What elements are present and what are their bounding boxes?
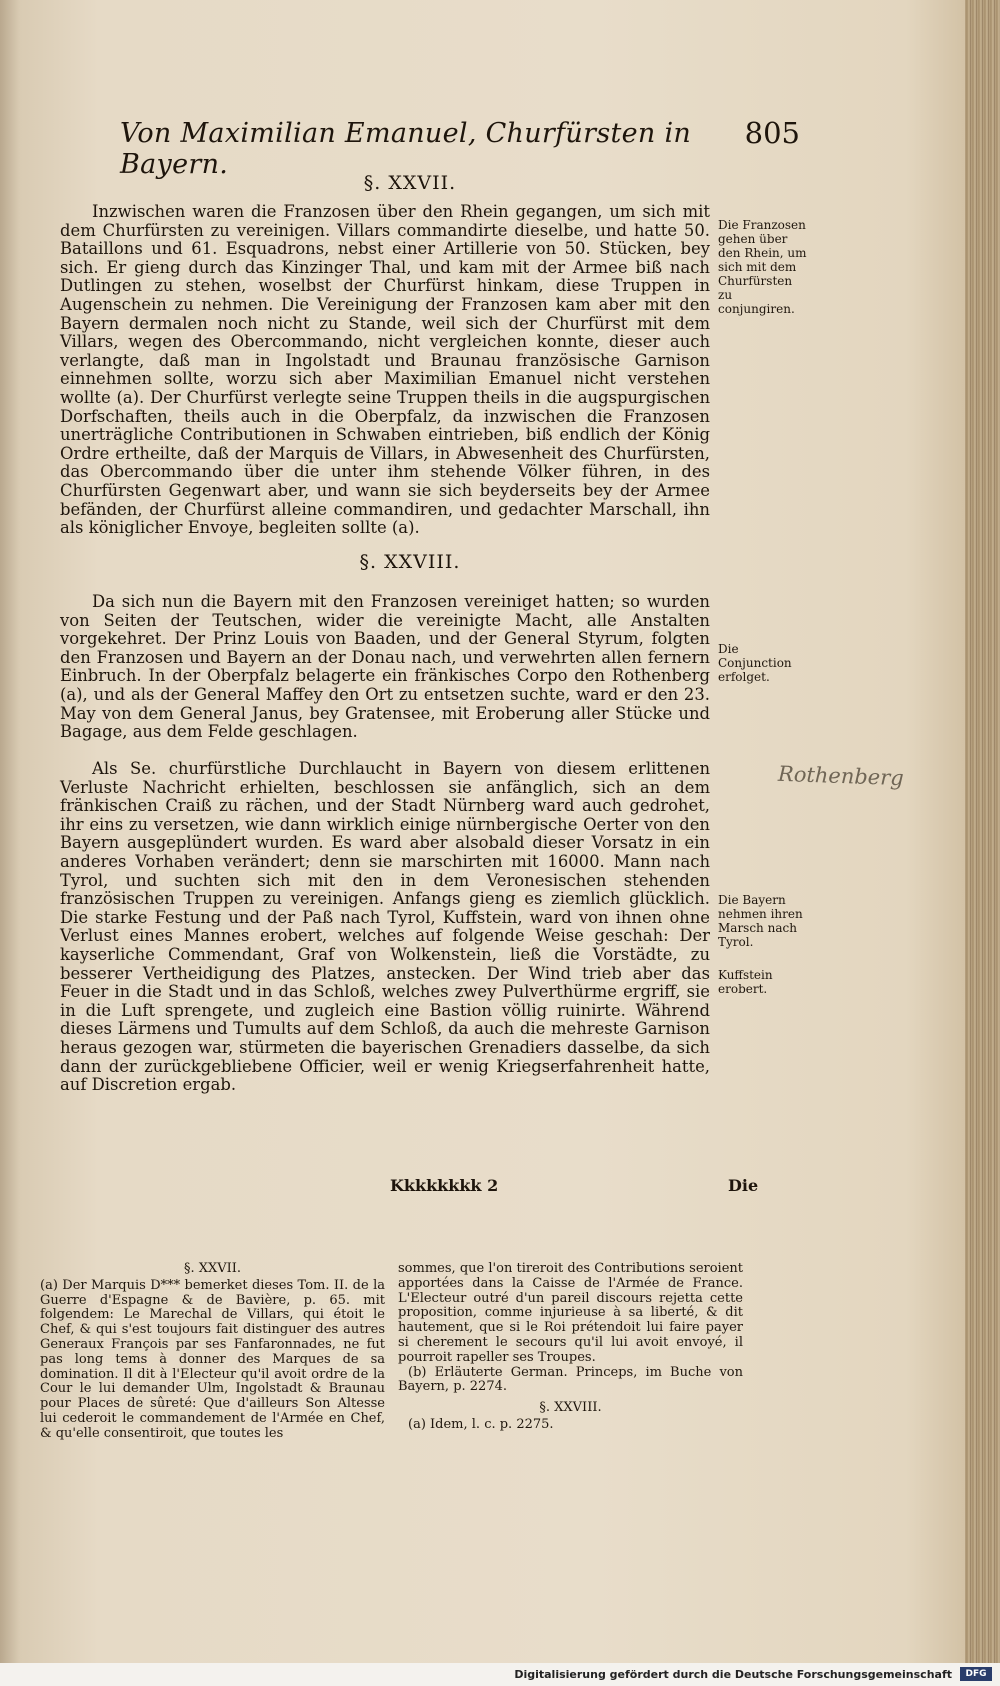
footnote-b: (b) Erläuterte German. Princeps, im Buche von Bayern, p. 2274. bbox=[398, 1364, 743, 1395]
section-heading-xxvii: §. XXVII. bbox=[363, 172, 457, 194]
section-xxviii-body-2 bbox=[60, 760, 710, 1095]
catchword: Die bbox=[728, 1176, 759, 1195]
margin-note-kuffstein: Kuffstein erobert. bbox=[718, 968, 773, 996]
footnote-heading: §. XXVIII. bbox=[539, 1400, 602, 1416]
margin-note-conjunction: Die Conjunction erfolget. bbox=[718, 642, 792, 684]
section-heading-xxviii: §. XXVIII. bbox=[359, 551, 461, 573]
signature-mark: Kkkkkkkk 2 bbox=[390, 1176, 499, 1195]
section-xxvii-body bbox=[60, 203, 710, 538]
section-xxviii-body-1 bbox=[60, 593, 710, 742]
paragraph: Inzwischen waren die Franzosen über den Rhein gegangen, um sich mit dem Churfürsten zu vereinigen. Villars commandirte dieselbe, und hatte 50. Bataillons und 61. Esquadrons, nebst einer Artillerie von 50. Stücken, bey sich. Er gieng durch das Kinzinger Thal, und kam mit der Armee biß nach Dutlingen zu stehen, woselbst der Churfürst hinkam, diese Truppen in Augenschein zu nehmen. Die Vereinigung der Franzosen kam aber mit den Bayern dermalen noch nicht zu Stande, weil sich der Churfürst mit dem Villars, wegen des Obercommando, nicht vergleichen konnte, dieser auch verlangte, daß man in Ingolstadt und Braunau französische Garnison einnehmen sollte, worzu sich aber Maximilian Emanuel nicht verstehen wollte (a). Der Churfürst verlegte seine Truppen theils in die augspurgischen Dorfschaften, theils auch in die Oberpfalz, da inzwischen die Franzosen unerträgliche Contributionen in Schwaben eintrieben, biß endlich der König Ordre ertheilte, daß der Marquis de Villars, in Abwesenheit des Churfürsten, das Obercommando über die unter ihm stehende Völker führen, in des Churfürsten Gegenwart aber, und wann sie sich beyderseits bey der Armee befänden, der Churfürst alleine commandiren, und gedachter Marschall, ihn als königlicher Envoye, begleiten sollte (a). bbox=[60, 202, 710, 538]
paragraph: Als Se. churfürstliche Durchlaucht in Bayern von diesem erlittenen Verluste Nachricht erhielten, beschlossen sie anfänglich, sich an dem fränkischen Craiß zu rächen, und der Stadt Nürnberg ward auch gedrohet, ihr eins zu versetzen, wie dann wirklich einige nürnbergische Oerter von den Bayern ausgeplündert wurden. Es ward aber alsobald dieser Vorsatz in ein anderes Vorhaben verändert; denn sie marschirten mit 16000. Mann nach Tyrol, und suchten sich mit den in dem Veronesischen stehenden französischen Truppen zu vereinigen. Anfangs gieng es ziemlich glücklich. Die starke Festung und der Paß nach Tyrol, Kuffstein, ward von ihnen ohne Verlust eines Mannes erobert, welches auf folgende Weise geschah: Der kayserliche Commendant, Graf von Wolkenstein, ließ die Vorstädte, zu besserer Vertheidigung des Platzes, anstecken. Der Wind trieb aber das Feuer in die Stadt und in das Schloß, welches zwey Pulverthürme ergriff, sie in die Luft sprengete, und zugleich eine Bastion völlig ruinirte. Während dieses Lärmens und Tumults auf dem Schloß, da auch die mehreste Garnison heraus gezogen war, stürmeten die bayerischen Grenadiers dasselbe, da sich dann der zurückgebliebene Officier, weil er wenig Kriegserfahrenheit hatte, auf Discretion ergab. bbox=[60, 759, 710, 1095]
page-number: 805 bbox=[744, 116, 800, 150]
handwritten-annotation: Rothenberg bbox=[777, 761, 905, 791]
footnote-text: sommes, que l'on tireroit des Contributions seroient apportées dans la Caisse de l'Armée de France. L'Electeur outré d'un pareil discours rejetta cette proposition, comme injurieuse à sa liberté, & dit hautement, que si le Roi prétendoit lui faire payer si cherement le secours qu'il lui avoit envoyé, il pourroit rapeller ses Troupes. bbox=[398, 1261, 743, 1365]
margin-note-marsch: Die Bayern nehmen ihren Marsch nach Tyrol. bbox=[718, 893, 803, 949]
dfg-logo: DFG bbox=[960, 1667, 992, 1681]
footer-text: Digitalisierung gefördert durch die Deutsche Forschungsgemeinschaft bbox=[514, 1668, 952, 1681]
footnote-text: (a) Der Marquis D*** bemerket dieses Tom. II. de la Guerre d'Espagne & de Bavière, p. 65. mit folgendem: Le Marechal de Villars, qui étoit le Chef, & qui s'est toujours fait distinguer des autres Generaux François par ses Fanfaronnades, ne fut pas long tems à donner des Marques de sa domination. Il dit à l'Electeur qu'il avoit ordre de la Cour le lui demander Ulm, Ingolstadt & Braunau pour Places de sûreté: Que d'ailleurs Son Altesse lui cederoit le commandement de l'Armée en Chef, & qu'elle consentiroit, que toutes les bbox=[40, 1277, 385, 1441]
footnotes-right bbox=[398, 1262, 743, 1433]
footnotes-left bbox=[40, 1262, 385, 1442]
footnote-heading: §. XXVII. bbox=[183, 1261, 242, 1276]
paragraph: Da sich nun die Bayern mit den Franzosen vereiniget hatten; so wurden von Seiten der Teutschen, wider die vereinigte Macht, alle Anstalten vorgekehret. Der Prinz Louis von Baaden, und der General Styrum, folgten den Franzosen und Bayern an der Donau nach, und verwehrten allen fernern Einbruch. In der Oberpfalz belagerte ein fränkisches Corpo den Rothenberg (a), und als der General Maffey den Ort zu entsetzen suchte, ward er den 23. May von dem General Janus, bey Gratensee, mit Eroberung aller Stücke und Bagage, aus dem Felde geschlagen. bbox=[60, 592, 710, 742]
margin-note-rhein: Die Franzosen gehen über den Rhein, um sich mit dem Churfürsten zu conjungiren. bbox=[718, 218, 807, 316]
page-edge bbox=[965, 0, 1000, 1686]
page-header bbox=[120, 116, 800, 180]
footnote-a: (a) Idem, l. c. p. 2275. bbox=[408, 1416, 554, 1432]
digitization-footer bbox=[0, 1663, 1000, 1686]
running-head: Von Maximilian Emanuel, Churfürsten in Bayern. bbox=[120, 118, 692, 180]
